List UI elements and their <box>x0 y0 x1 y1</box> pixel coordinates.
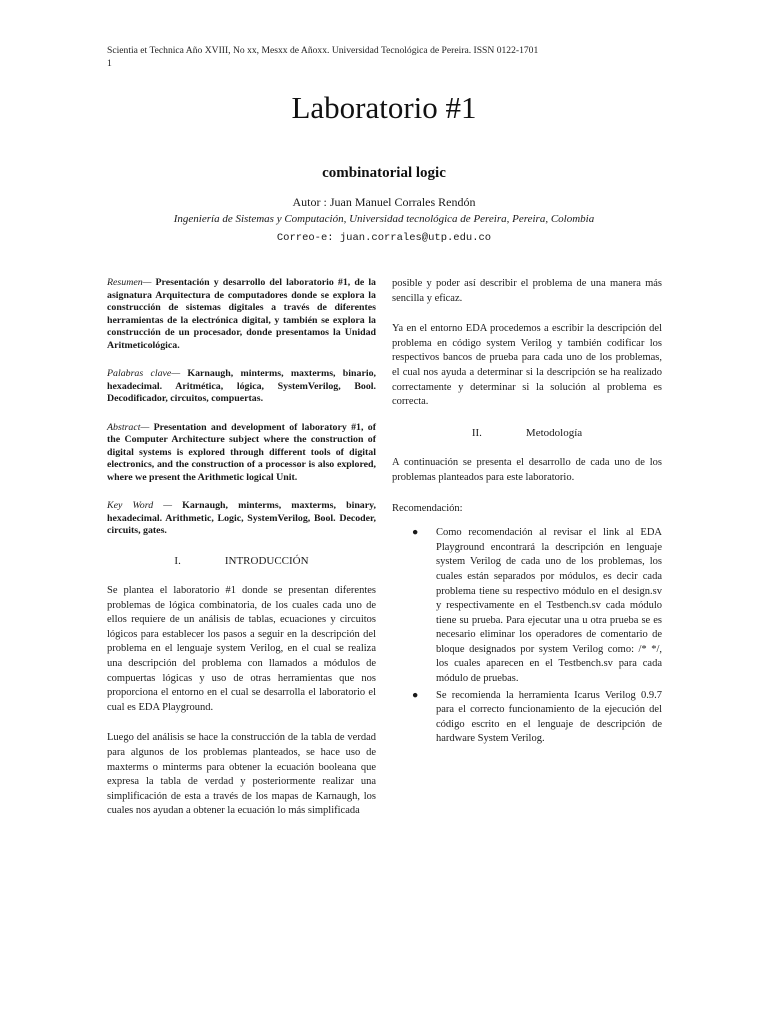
intro-paragraph-1: Se plantea el laboratorio #1 donde se presentan diferentes problemas de lógica combinatoria, de los cuales cada uno de ellos requiere de un análisis de tablas, ecuaciones y circuitos lógicos para establecer los pasos a seguir en la descripción del problema en el lenguaje system Verilog, en el cual se realiza una descripción del problema con llamados a módulos de compuertas lógicas y uso de otras herramientas que nos proporciona el entorno en el cual se desarrolla el laboratorio el cual es EDA Playground. <box>107 585 376 713</box>
list-item <box>392 689 662 747</box>
paper-title: Laboratorio #1 <box>291 90 477 125</box>
section-title: Metodología <box>525 426 583 439</box>
keywords-en-text: Karnaugh, minterms, maxterms, binary, hexadecimal. Arithmetic, Logic, SystemVerilog, Bool. Decoder, circuits, gates. <box>107 500 376 536</box>
list-item <box>392 526 662 687</box>
affiliation-line: Ingeniería de Sistemas y Computación, Universidad tecnológica de Pereira, Pereira, Colombia <box>173 213 595 225</box>
resumen-paragraph <box>107 277 376 352</box>
paper-subtitle: combinatorial logic <box>322 165 446 181</box>
page-number: 1 <box>107 58 112 69</box>
eda-paragraph: Ya en el entorno EDA procedemos a escribir la descripción del problema en código system Verilog y también codificar los respectivos bancos de prueba para cada uno de los problemas, el cual nos ayuda a determinar si la descripción se ha realizado correctamente y determinar si la solución al problema es correcta. <box>392 323 662 408</box>
method-paragraph: A continuación se presenta el desarrollo de cada uno de los problemas planteados para este laboratorio. <box>392 457 662 483</box>
section-heading-methodology <box>392 426 662 441</box>
list-item-text: Se recomienda la herramienta Icarus Verilog 0.9.7 para el correcto funcionamiento de la ejecución del código escrito en el lenguaje de descripción de hardware System Verilog. <box>436 689 662 745</box>
recommendation-label: Recomendación: <box>392 502 463 514</box>
left-column <box>107 277 376 835</box>
author-line: Autor : Juan Manuel Corrales Rendón <box>292 195 476 209</box>
abstract-paragraph <box>107 422 376 485</box>
keywords-text: Karnaugh, minterms, maxterms, binario, hexadecimal. Aritmética, lógica, SystemVerilog, Bool. Decodificador, circuitos, compuertas. <box>107 368 376 404</box>
bullet-icon: ● <box>412 689 419 701</box>
keywords-lead: Palabras clave— <box>107 368 181 379</box>
bullet-icon: ● <box>412 527 419 539</box>
running-head: Scientia et Technica Año XVIII, No xx, Mesxx de Añoxx. Universidad Tecnológica de Pereira. ISSN 0122-1701 <box>107 45 539 56</box>
abstract-text: Presentation and development of laboratory #1, of the Computer Architecture subject where the construction of digital systems is explored through different tools of digital electronics, and the construction of a processor is also explored, where we present the Arithmetic logical Unit. <box>107 421 376 483</box>
continued-paragraph: posible y poder así describir el problema de una manera más sencilla y eficaz. <box>392 278 662 304</box>
section-number: I. <box>174 554 181 567</box>
section-number: II. <box>471 426 482 439</box>
abstract-lead: Abstract— <box>107 421 150 433</box>
section-title: INTRODUCCIÓN <box>224 554 309 567</box>
keywords-paragraph <box>107 368 376 406</box>
recommendation-list <box>392 526 662 747</box>
resumen-lead: Resumen— <box>107 277 152 288</box>
list-item-text: Como recomendación al revisar el link al EDA Playground encontrará la descripción en lenguaje system Verilog de cada uno de los problemas, los cuales están separados por módulos, es decir cada problema tiene su respectivo módulo en el design.sv y respectivamente en el Testbench.sv cada módulo tiene su prueba. Para ejecutar una u otra prueba se es necesario eliminar los operadores de comentario de bloque designados por system Verilog como: /* */, los cuales aparecen en el Testbench.sv para cada módulo de pruebas. <box>436 527 662 685</box>
keywords-en-lead: Key Word — <box>107 500 173 511</box>
section-heading-introduction <box>107 554 376 569</box>
email-line: Correo-e: juan.corrales@utp.edu.co <box>276 232 492 244</box>
keywords-en-paragraph <box>107 500 376 538</box>
resumen-text: Presentación y desarrollo del laboratorio #1, de la asignatura Arquitectura de computadores donde se explora la construcción de sistemas digitales a través de diferentes herramientas de la electrónica digital, y también se explora la construcción de un procesador, donde presentamos la Unidad Aritmeticológica. <box>107 277 376 351</box>
right-column <box>392 277 662 749</box>
intro-paragraph-2: Luego del análisis se hace la construcción de la tabla de verdad para algunos de los problemas planteados, se hace uso de maxterms o minterms para obtener la ecuación booleana que expresa la tabla de verdad y posteriormente realizar una simplificación de esta a través de los mapas de Karnaugh, los cuales nos ayudan a obtener la ecuación lo más simplificada <box>107 732 376 817</box>
